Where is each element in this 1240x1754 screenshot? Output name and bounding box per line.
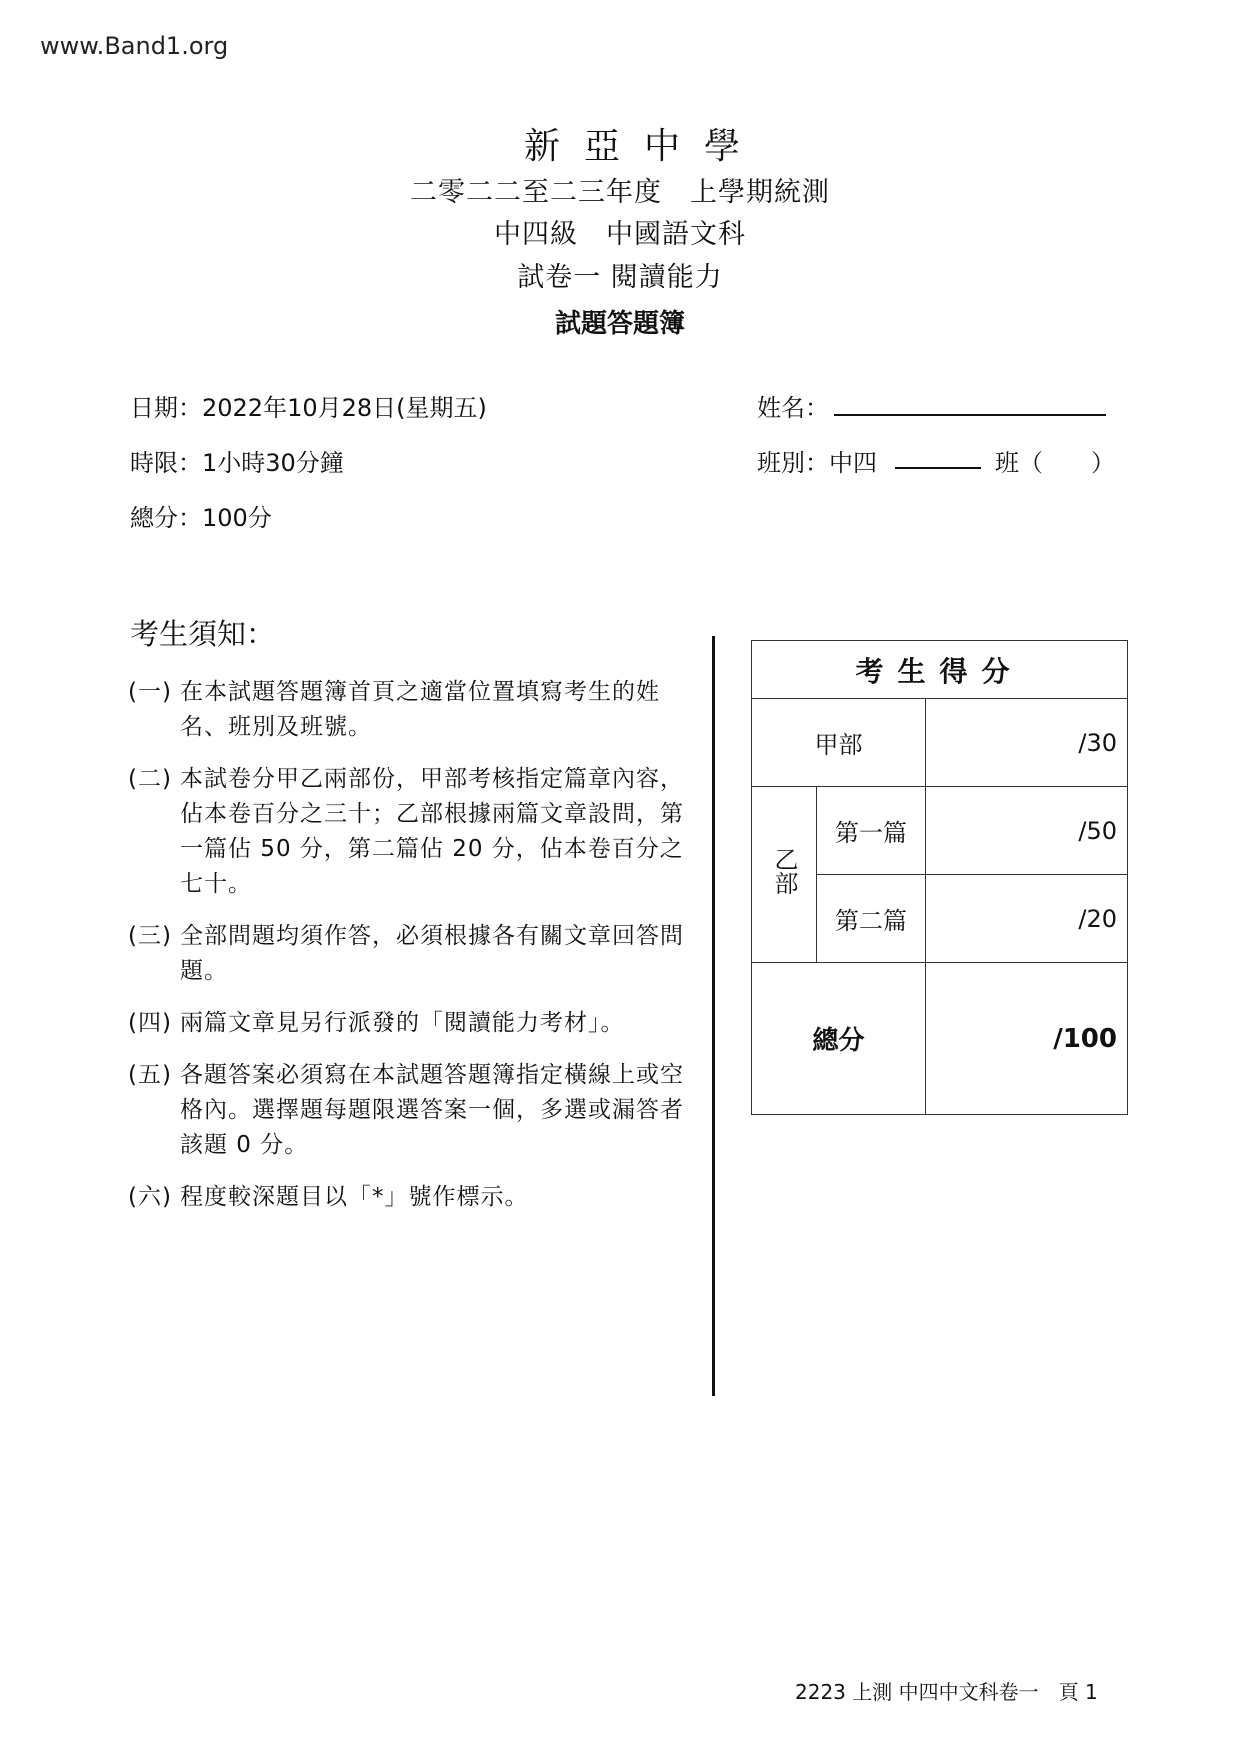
name-field[interactable] — [834, 414, 1106, 416]
instruction-text: 程度較深題目以「*」號作標示。 — [180, 1184, 529, 1210]
class-field[interactable] — [895, 467, 981, 469]
time-limit: 時限：1小時30分鐘 — [130, 449, 344, 477]
score-table — [751, 640, 1128, 1115]
passage-2-max: /20 — [1078, 904, 1117, 933]
instructions-list — [128, 675, 688, 1232]
instruction-item — [128, 919, 688, 989]
instruction-text: 在本試題答題簿首頁之適當位置填寫考生的姓名、班別及班號。 — [180, 679, 660, 740]
class-label: 班別：中四 — [757, 449, 877, 477]
school-name: 新亞中學 — [523, 126, 764, 167]
exam-date: 日期：2022年10月28日(星期五) — [130, 394, 487, 422]
instructions-title: 考生須知： — [130, 617, 276, 651]
instruction-label: (五) — [128, 1062, 172, 1088]
total-label: 總分 — [752, 963, 926, 1115]
passage-1-max: /50 — [1078, 816, 1117, 845]
part-a-label: 甲部 — [752, 699, 926, 787]
instruction-label: (四) — [128, 1010, 172, 1036]
instruction-item — [128, 675, 688, 745]
part-b-label — [752, 787, 817, 963]
grade-subject: 中四級 中國語文科 — [494, 219, 746, 250]
term-title: 二零二二至二三年度 上學期統測 — [410, 177, 830, 208]
total-max: /100 — [1053, 1023, 1117, 1054]
total-score-cell[interactable] — [926, 963, 1128, 1115]
part-b-text: 乙部 — [770, 846, 798, 895]
passage-1-label: 第一篇 — [817, 787, 926, 875]
instruction-item — [128, 1058, 688, 1163]
part-a-score-cell[interactable] — [926, 699, 1128, 787]
score-table-title: 考生得分 — [752, 641, 1128, 699]
instruction-item — [128, 762, 688, 902]
instruction-item — [128, 1006, 688, 1041]
paper-title: 試卷一 閱讀能力 — [517, 262, 723, 293]
instruction-text: 本試卷分甲乙兩部份，甲部考核指定篇章內容，佔本卷百分之三十；乙部根據兩篇文章設問，第一篇佔 50 分，第二篇佔 20 分，佔本卷百分之七十。 — [180, 766, 684, 897]
passage-2-label: 第二篇 — [817, 875, 926, 963]
page-footer: 2223 上測 中四中文科卷一 頁 1 — [795, 1680, 1098, 1704]
instruction-label: (一) — [128, 679, 172, 705]
passage-1-score-cell[interactable] — [926, 787, 1128, 875]
booklet-title: 試題答題簿 — [554, 309, 685, 339]
name-label: 姓名： — [757, 394, 829, 422]
part-a-max: /30 — [1078, 728, 1117, 757]
instruction-item — [128, 1180, 688, 1215]
instruction-text: 全部問題均須作答，必須根據各有關文章回答問題。 — [180, 923, 684, 984]
instruction-text: 各題答案必須寫在本試題答題簿指定橫線上或空格內。選擇題每題限選答案一個，多選或漏答者該題 0 分。 — [180, 1062, 684, 1158]
total-marks: 總分：100分 — [130, 504, 272, 532]
website-watermark: www.Band1.org — [40, 32, 229, 60]
column-divider — [712, 636, 715, 1396]
instruction-text: 兩篇文章見另行派發的「閱讀能力考材」。 — [180, 1010, 625, 1036]
passage-2-score-cell[interactable] — [926, 875, 1128, 963]
instruction-label: (六) — [128, 1184, 172, 1210]
instruction-label: (二) — [128, 766, 172, 792]
class-number-label: 班（ ） — [995, 449, 1115, 477]
instruction-label: (三) — [128, 923, 172, 949]
